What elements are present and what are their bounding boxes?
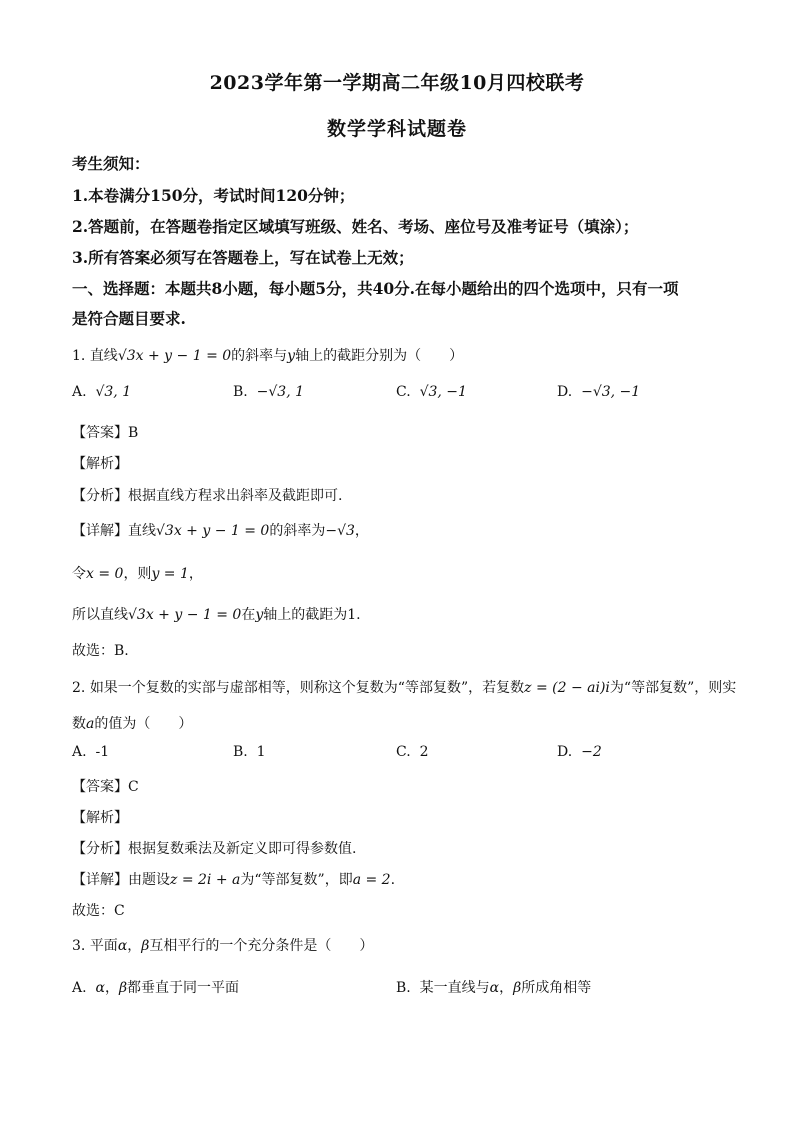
- q1-option-a: A. √3, 1: [72, 384, 132, 400]
- notice-item-1: 1.本卷满分150分，考试时间120分钟；: [72, 186, 355, 205]
- q2-option-c: C. 2: [396, 744, 429, 760]
- equation: √3x + y − 1 = 0: [117, 348, 232, 364]
- variable: y: [287, 348, 296, 364]
- notice-item-3: 3.所有答案必须写在答题卷上，写在试卷上无效；: [72, 248, 414, 267]
- q1-choose: 故选：B.: [72, 643, 129, 659]
- q1-option-b: B. −√3, 1: [233, 384, 305, 400]
- q2-option-a: A. -1: [72, 744, 110, 760]
- section-heading-line-2: 是符合题目要求.: [72, 309, 186, 328]
- q1-option-d: D. −√3, −1: [557, 384, 641, 400]
- question-number: 2.: [72, 680, 86, 696]
- notice-item-2: 2.答题前，在答题卷指定区域填写班级、姓名、考场、座位号及准考证号（填涂）；: [72, 217, 639, 236]
- stem-text: 的斜率与: [231, 348, 288, 364]
- question-3-stem: 3. 平面α，β互相平行的一个充分条件是（ ）: [72, 938, 374, 954]
- stem-text: 轴上的截距分别为（ ）: [295, 348, 464, 364]
- notice-heading: 考生须知：: [72, 154, 150, 173]
- question-2-stem-line-2: 数a的值为（ ）: [72, 716, 193, 732]
- question-2-stem-line-1: 2. 如果一个复数的实部与虚部相等，则称这个复数为“等部复数”，若复数z = (2 − ai)i为“等部复数”，则实: [72, 680, 737, 696]
- section-heading-line-1: 一、选择题：本题共8小题，每小题5分，共40分.在每小题给出的四个选项中，只有一项: [72, 279, 679, 298]
- q2-option-d: D. −2: [557, 744, 602, 760]
- q2-analysis-tag: 【解析】: [72, 810, 128, 826]
- q2-option-b: B. 1: [233, 744, 266, 760]
- q1-answer: 【答案】B: [72, 425, 139, 441]
- q2-answer: 【答案】C: [72, 779, 139, 795]
- q1-option-c: C. √3, −1: [396, 384, 467, 400]
- stem-text: 直线: [89, 348, 118, 364]
- q2-fenxi: 【分析】根据复数乘法及新定义即可得参数值.: [72, 841, 357, 857]
- exam-title: 2023学年第一学期高二年级10月四校联考: [209, 72, 585, 94]
- q2-choose: 故选：C: [72, 903, 125, 919]
- question-number: 3.: [72, 938, 86, 954]
- q2-detail: 【详解】由题设z = 2i + a为“等部复数”，即a = 2.: [72, 872, 396, 888]
- question-1-stem: [72, 345, 744, 365]
- q1-fenxi: 【分析】根据直线方程求出斜率及截距即可.: [72, 488, 343, 504]
- q1-let: 令x = 0，则y = 1，: [72, 566, 203, 582]
- question-number: 1.: [72, 348, 86, 364]
- q1-detail: 【详解】直线√3x + y − 1 = 0的斜率为−√3，: [72, 523, 369, 539]
- exam-subtitle: 数学学科试题卷: [326, 118, 467, 140]
- q1-conclusion: 所以直线√3x + y − 1 = 0在y轴上的截距为1.: [72, 607, 361, 623]
- q3-option-a: A. α，β都垂直于同一平面: [72, 980, 240, 996]
- q3-option-b: B. 某一直线与α，β所成角相等: [396, 980, 592, 996]
- q1-analysis-tag: 【解析】: [72, 456, 128, 472]
